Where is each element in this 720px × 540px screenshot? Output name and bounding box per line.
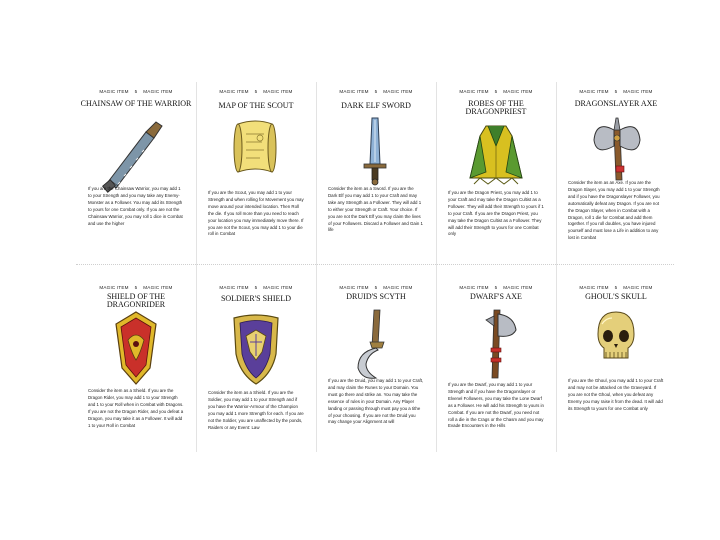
card-title: DRAGONSLAYER AXE bbox=[574, 99, 658, 108]
card-header: MAGIC ITEM 5 MAGIC ITEM bbox=[459, 285, 533, 290]
card-text: Consider the item as an Axe. If you are the Dragon Slayer, you may add 1 to your Strength and if you have the Dragonslayer Follower, you automatically defeat any Dragon. If you are not the Dragon Slayer, when in Combat with a Dragon, roll 1 die for Combat and add them together. If you roll doubles, you have injured yourself and must lose a Life in addition to any lost in Combat bbox=[568, 180, 660, 241]
magic-item-card-dark-elf-sword[interactable] bbox=[318, 82, 434, 268]
card-title: DARK ELF SWORD bbox=[341, 101, 411, 110]
card-header: MAGIC ITEM 5 MAGIC ITEM bbox=[459, 89, 533, 94]
card-text: If you are the Druid, you may add 1 to your Craft, and may claim the Runes to your Domain. You must go there and strike an. You may take the essence of rules in your Domain. Any Player landing or passing through must pay you a tithe of your choosing. If you are not the Druid you may change your Alignment at will bbox=[328, 378, 424, 425]
dwarf-axe-icon bbox=[456, 304, 536, 380]
card-title: ROBES OF THE DRAGONPRIEST bbox=[465, 99, 527, 116]
magic-item-card-soldiers-shield[interactable] bbox=[198, 278, 314, 464]
card-text: If you are the Chainsaw Warrior, you may add 1 to your Strength and you may take any Enemy-Monster as a Follower. You may add its Strength to yours for one Combat only. If you are not the Chainsaw Warrior, you may roll 1 dice in Combat and use the higher bbox=[88, 186, 183, 226]
card-title: DRUID'S SCYTH bbox=[346, 292, 406, 301]
magic-item-card-druids-scyth[interactable] bbox=[318, 278, 434, 464]
kite-shield-icon bbox=[96, 310, 176, 386]
card-text: If you are the Scout, you may add 1 to your Strength and when rolling for Movement you may move around your intended location. Then Roll the die. If you roll more than you need to reach your location you may immediately move there. If you are not the Scout, you may add 1 to your die roll in Combat bbox=[208, 190, 304, 237]
card-title: SHIELD OF THE DRAGONRIDER bbox=[106, 292, 166, 309]
magic-item-card-map[interactable] bbox=[198, 82, 314, 268]
sword-icon bbox=[336, 112, 416, 188]
magic-item-card-robes[interactable] bbox=[438, 82, 554, 268]
battle-axe-icon bbox=[576, 110, 656, 186]
scroll-map-icon bbox=[216, 112, 296, 188]
card-title: SOLDIER'S SHIELD bbox=[220, 294, 292, 303]
robe-icon bbox=[456, 118, 536, 194]
card-header: MAGIC ITEM 5 MAGIC ITEM bbox=[339, 89, 413, 94]
card-header: MAGIC ITEM 5 MAGIC ITEM bbox=[339, 285, 413, 290]
magic-item-card-dragonrider-shield[interactable] bbox=[78, 278, 194, 464]
skull-icon bbox=[576, 304, 656, 380]
magic-item-card-dragonslayer-axe[interactable] bbox=[558, 82, 674, 268]
chainsaw-icon bbox=[96, 118, 176, 194]
card-title: DWARF'S AXE bbox=[470, 292, 522, 301]
card-text: Consider the item as a Shield. If you are the Dragon Rider, you may add 1 to your Strength and 1 to your Roll when in Combat with Dragons. If you are not the Dragon Rider, and you defeat a Dragon, you may take it as a Follower. It will add 1 to your Roll in Combat bbox=[88, 388, 184, 428]
magic-item-card-ghouls-skull[interactable] bbox=[558, 278, 674, 464]
scythe-icon bbox=[336, 306, 416, 382]
card-header: MAGIC ITEM 5 MAGIC ITEM bbox=[579, 285, 653, 290]
card-header: MAGIC ITEM 5 MAGIC ITEM bbox=[99, 285, 173, 290]
card-text: If you are the Dwarf, you may add 1 to your Strength and if you have the Dragonslayer or Elvenel Followers, you may take the Lone Dwarf as a Follower. He will add his Strength to yours in Combat. If you are not the Dwarf, you need not roll a die in the Crags or the Chasm and you may Evade Encounters in the Hills bbox=[448, 382, 544, 429]
heraldic-shield-icon bbox=[216, 310, 296, 386]
magic-item-card-dwarfs-axe[interactable] bbox=[438, 278, 554, 464]
card-text: If you are the Ghoul, you may add 1 to your Craft and may not be attacked on the Graveyard. If you are not the Ghoul, when you defeat any Enemy you may raise it from the dead. It will add its Strength to yours for one Combat only bbox=[568, 378, 664, 411]
magic-item-card-chainsaw[interactable] bbox=[78, 82, 194, 268]
card-header: MAGIC ITEM 5 MAGIC ITEM bbox=[219, 89, 293, 94]
card-title: CHAINSAW OF THE WARRIOR bbox=[80, 99, 192, 108]
card-header: MAGIC ITEM 5 MAGIC ITEM bbox=[579, 89, 653, 94]
card-text: Consider the item as a Shield. If you are the Soldier, you may add 1 to your Strength and if you have the Warrior-Armour of the Champion you may add 1 more Strength for each. If you are not the Soldier, you are unaffected by the ponds, Raiders or any Event: Law bbox=[208, 390, 304, 430]
card-title: MAP OF THE SCOUT bbox=[218, 101, 294, 110]
card-title: GHOUL'S SKULL bbox=[585, 292, 647, 301]
card-header: MAGIC ITEM 5 MAGIC ITEM bbox=[219, 285, 293, 290]
card-header: MAGIC ITEM 5 MAGIC ITEM bbox=[99, 89, 173, 94]
card-text: Consider the item as a Sword. If you are the Dark Elf you may add 1 to your Craft and may take any Strength as a Follower. They will add 1 to either your Strength or Craft. Your choice. If you are not the Dark Elf you may claim the lives of your Followers. Discard a Follower and Gain 1 life bbox=[328, 186, 423, 233]
card-text: If you are the Dragon Priest, you may add 1 to your Craft and may take the Dragon Cultist as a Follower. They will add their Strength to yours if 1 to your Craft. If you are the Dragon Priest, you may take the Dragon Cultist as a Follower. They will add their Strength to yours for one Combat only bbox=[448, 190, 544, 237]
card-sheet bbox=[76, 82, 674, 452]
